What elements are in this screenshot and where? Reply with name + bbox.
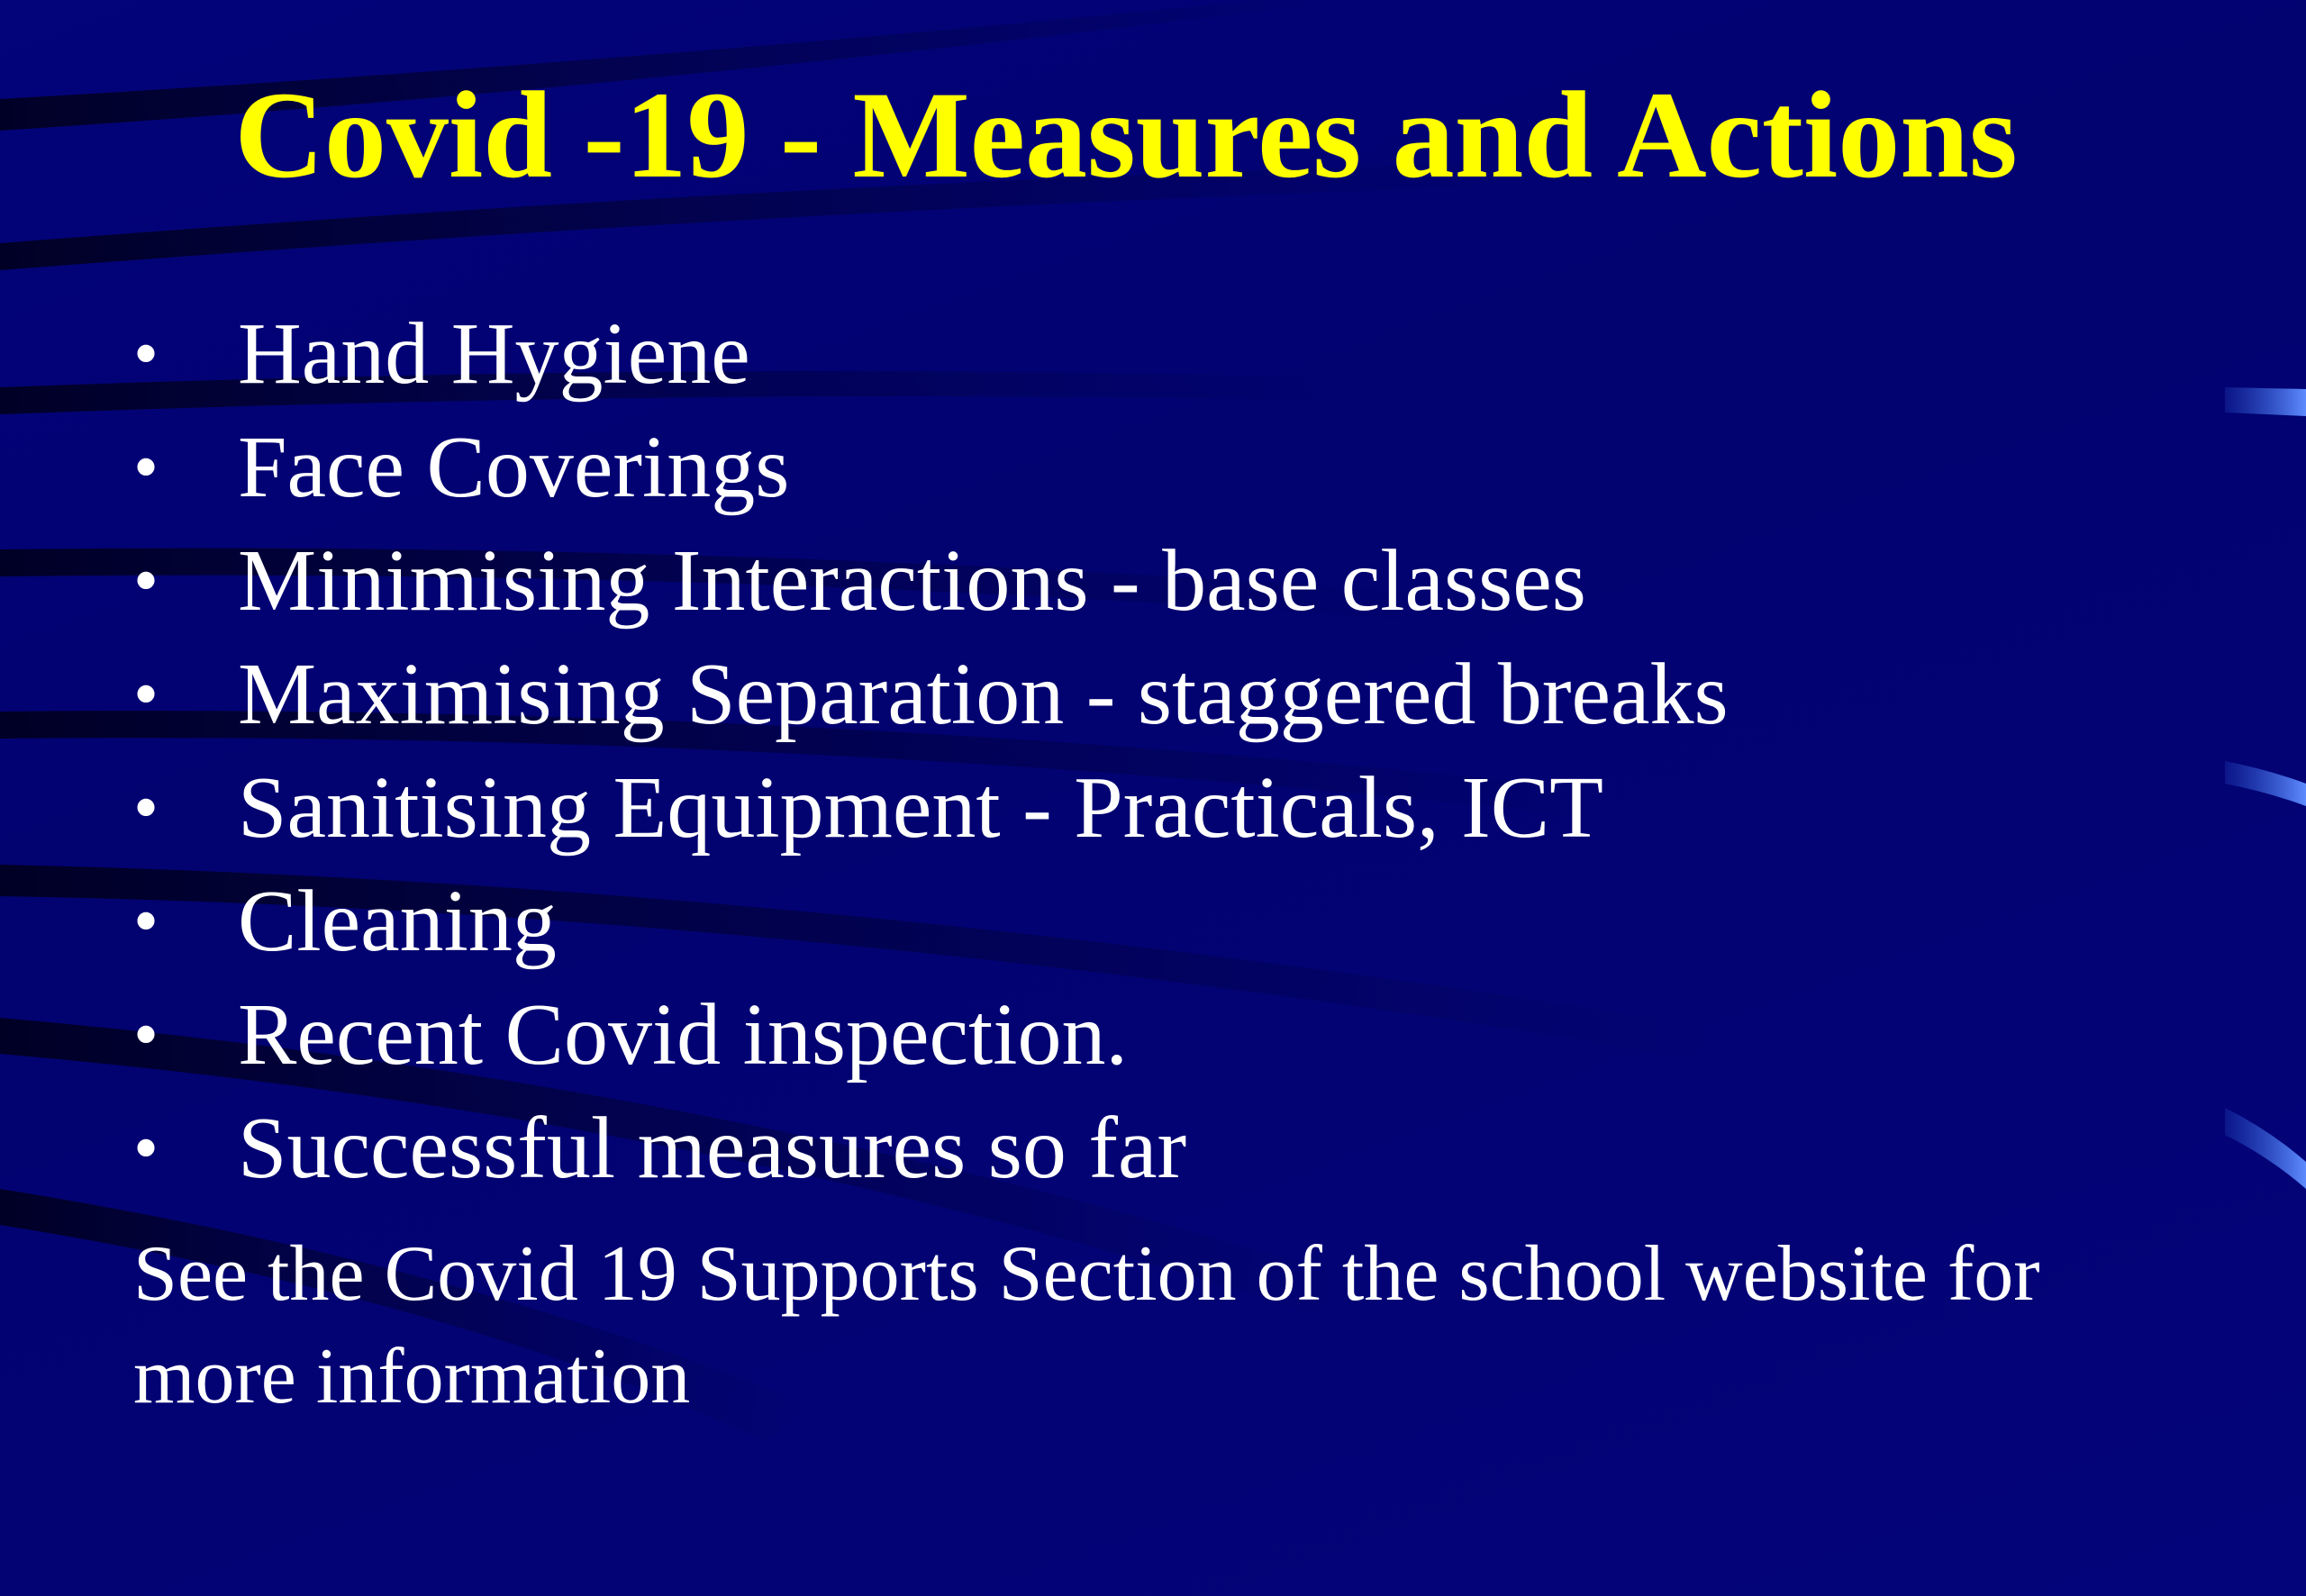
footer-note: See the Covid 19 Supports Section of the school website for more information — [133, 1230, 2040, 1420]
bullet-text: Sanitising Equipment - Practicals, ICT — [238, 759, 1604, 857]
bullet-dot-icon: • — [133, 995, 159, 1075]
bullet-dot-icon: • — [133, 428, 159, 507]
blue-accent-streaks — [2225, 387, 2306, 1189]
bullet-text: Minimising Interactions - base classes — [238, 532, 1586, 630]
bullet-text: Cleaning — [238, 873, 557, 970]
bullet-dot-icon: • — [133, 541, 159, 621]
bullet-dot-icon: • — [133, 882, 159, 961]
bullet-text: Face Coverings — [238, 419, 790, 516]
bullet-dot-icon: • — [133, 768, 159, 848]
bullet-dot-icon: • — [133, 314, 159, 394]
bullet-dot-icon: • — [133, 1109, 159, 1188]
bullet-text: Hand Hygiene — [238, 305, 750, 403]
slide-title: Covid -19 - Measures and Actions — [234, 66, 2018, 204]
bullet-text: Maximising Separation - staggered breaks — [238, 646, 1729, 743]
bullet-dot-icon: • — [133, 655, 159, 734]
bullet-text: Successful measures so far — [238, 1100, 1187, 1197]
bullet-text: Recent Covid inspection. — [238, 986, 1128, 1084]
